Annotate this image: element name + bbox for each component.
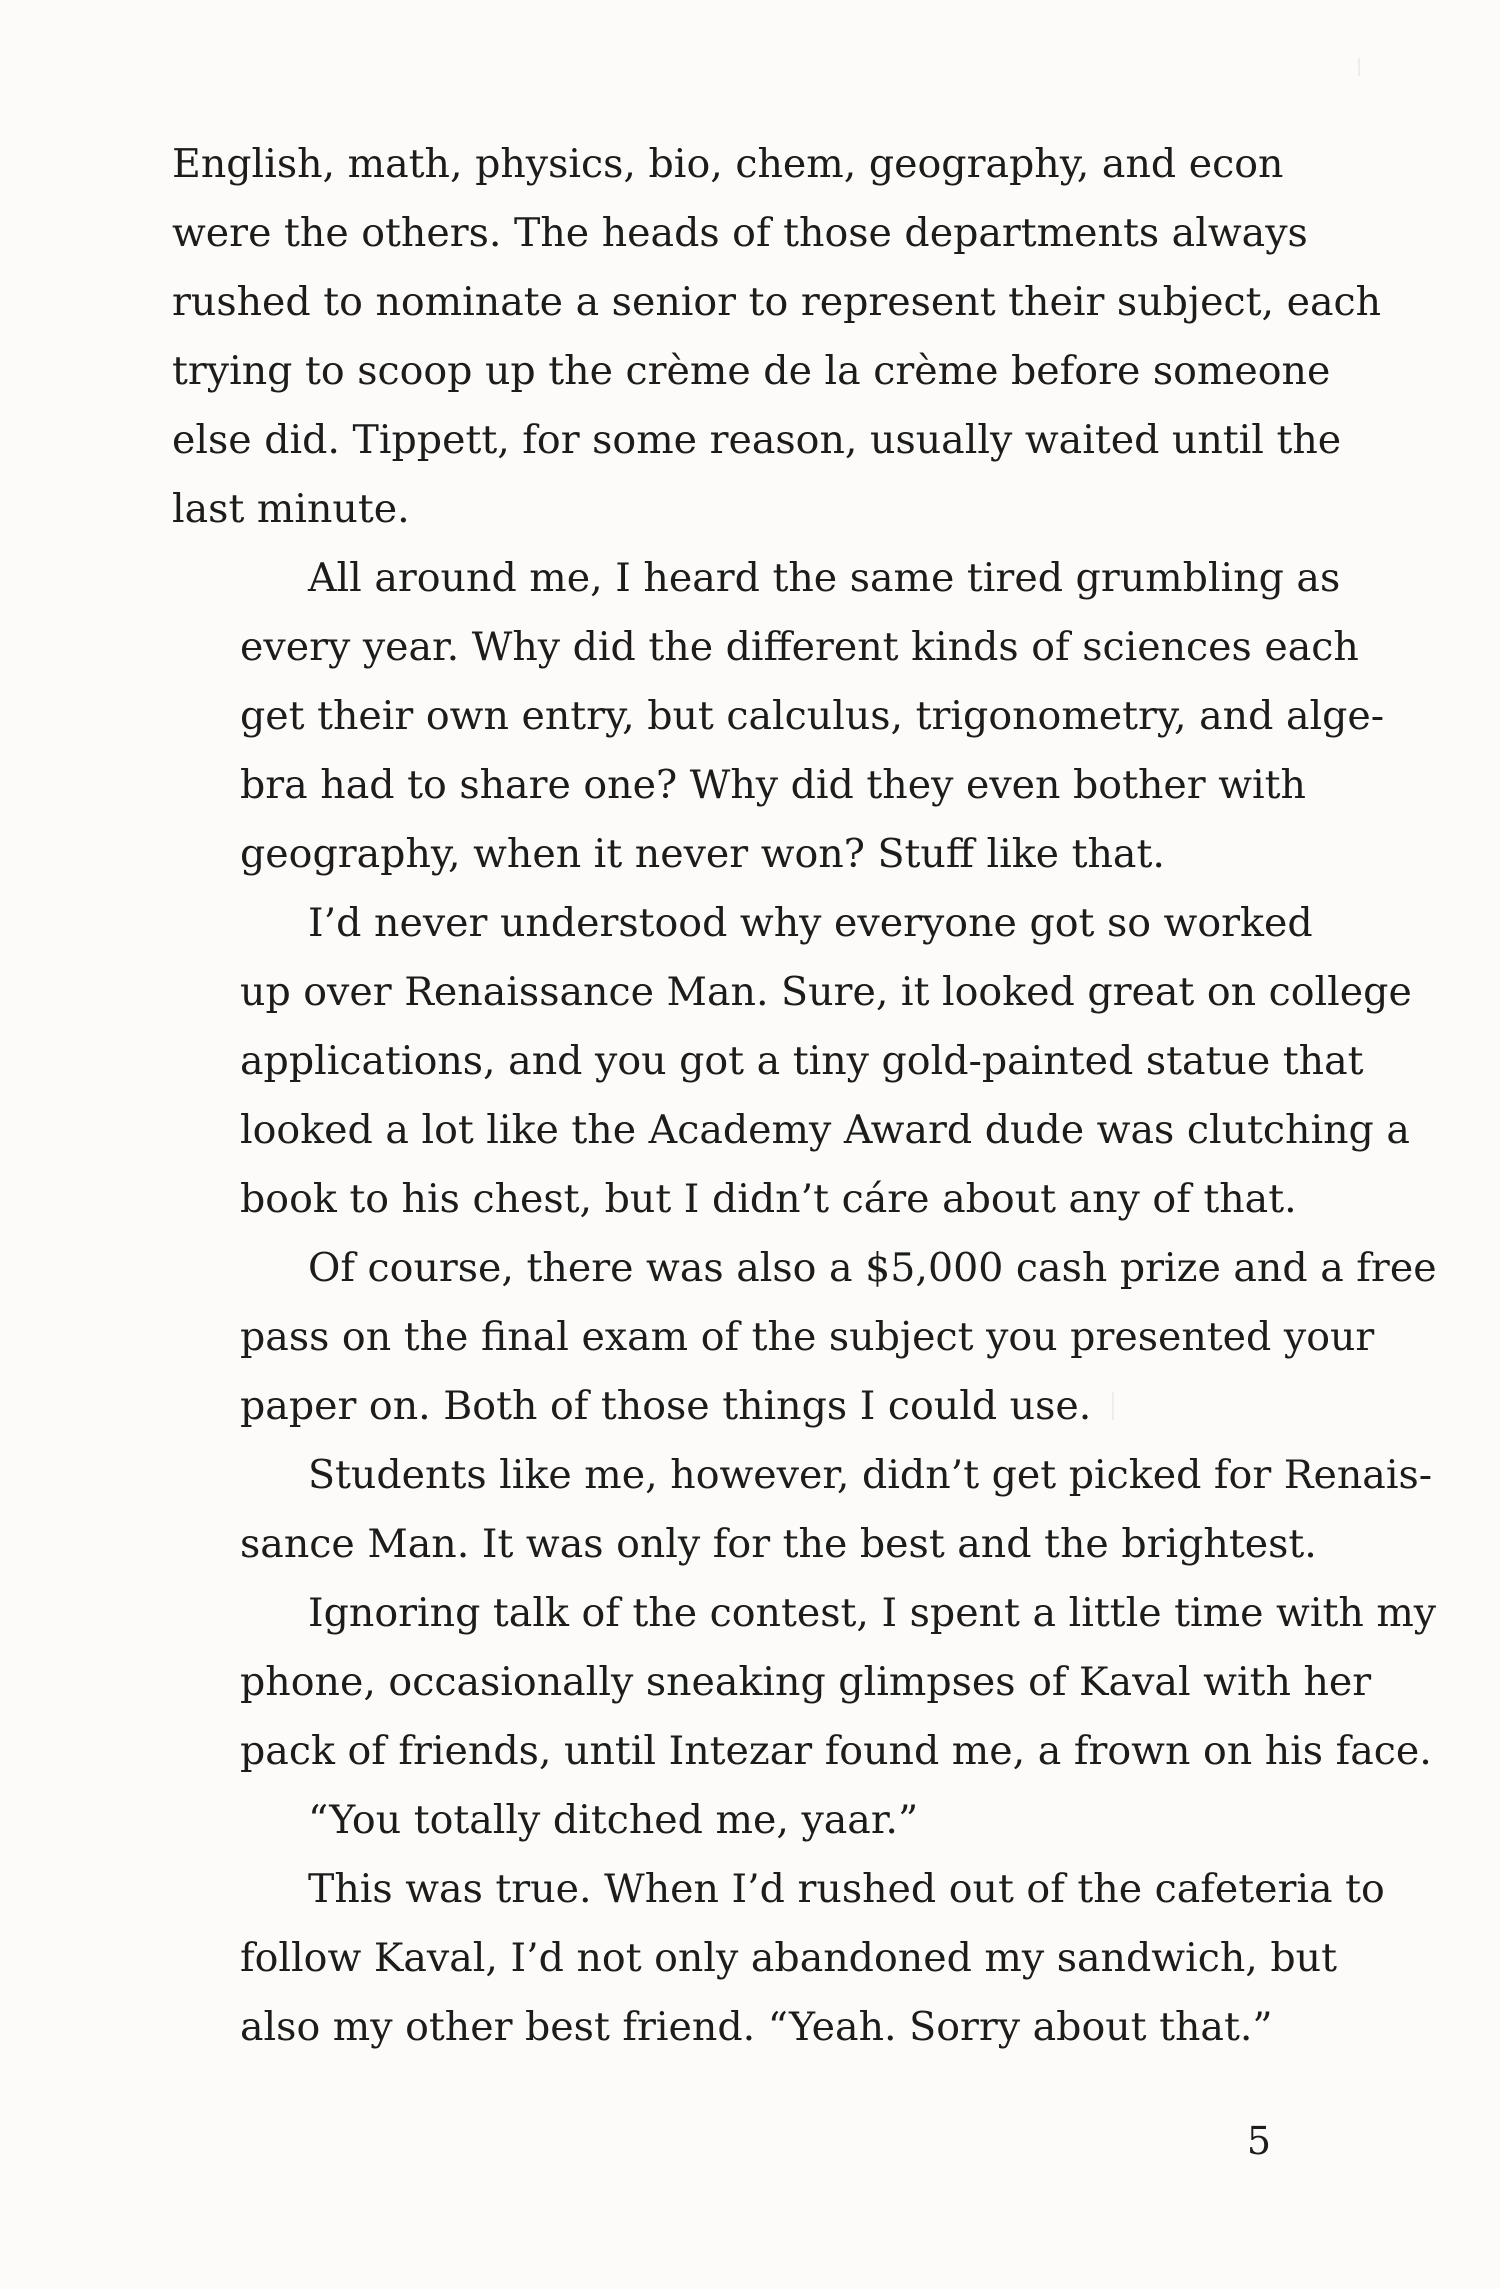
text-line: applications, and you got a tiny gold-painted statue that [240, 1038, 1364, 1084]
text-line: This was true. When I’d rushed out of the cafeteria to [308, 1866, 1385, 1912]
paragraph-3 [172, 889, 1412, 1234]
text-line: pass on the final exam of the subject you presented your [240, 1314, 1375, 1360]
paragraph-7 [172, 1786, 1274, 1855]
text-line: pack of friends, until Intezar found me, a frown on his face. [240, 1728, 1432, 1774]
paragraph-1 [172, 130, 1382, 544]
text-line: trying to scoop up the crème de la crème before someone [172, 348, 1331, 394]
text-line: follow Kaval, I’d not only abandoned my sandwich, but [240, 1935, 1337, 1981]
text-line: paper on. Both of those things I could use. [240, 1383, 1092, 1429]
text-line: “You totally ditched me, yaar.” [308, 1797, 919, 1843]
paragraph-5 [172, 1441, 1433, 1579]
paragraph-4 [172, 1234, 1437, 1441]
text-line: I’d never understood why everyone got so worked [308, 900, 1313, 946]
text-line: bra had to share one? Why did they even bother with [240, 762, 1306, 808]
text-line: English, math, physics, bio, chem, geography, and econ [172, 141, 1284, 187]
text-line: All around me, I heard the same tired grumbling as [308, 555, 1341, 601]
text-line: phone, occasionally sneaking glimpses of Kaval with her [240, 1659, 1372, 1705]
text-line: looked a lot like the Academy Award dude was clutching a [240, 1107, 1410, 1153]
text-line: also my other best friend. “Yeah. Sorry about that.” [240, 2004, 1273, 2050]
text-line: Students like me, however, didn’t get picked for Renais- [308, 1452, 1433, 1498]
body-text [172, 130, 1437, 2062]
text-line: Ignoring talk of the contest, I spent a little time with my [308, 1590, 1437, 1636]
text-line: last minute. [172, 486, 410, 532]
text-line: Of course, there was also a $5,000 cash prize and a free [308, 1245, 1437, 1291]
text-line: geography, when it never won? Stuff like that. [240, 831, 1165, 877]
text-line: were the others. The heads of those departments always [172, 210, 1308, 256]
paragraph-6 [172, 1579, 1437, 1786]
paragraph-2 [172, 544, 1385, 889]
text-line: get their own entry, but calculus, trigonometry, and alge- [240, 693, 1385, 739]
text-line: every year. Why did the different kinds of sciences each [240, 624, 1359, 670]
text-line: sance Man. It was only for the best and the brightest. [240, 1521, 1317, 1567]
paragraph-8 [172, 1855, 1385, 2062]
text-line: rushed to nominate a senior to represent their subject, each [172, 279, 1382, 325]
text-line: up over Renaissance Man. Sure, it looked great on college [240, 969, 1412, 1015]
scan-mark-top-right [1358, 58, 1360, 76]
text-line: else did. Tippett, for some reason, usually waited until the [172, 417, 1342, 463]
page-number: 5 [1246, 2119, 1271, 2163]
text-line: book to his chest, but I didn’t cáre about any of that. [240, 1176, 1297, 1222]
